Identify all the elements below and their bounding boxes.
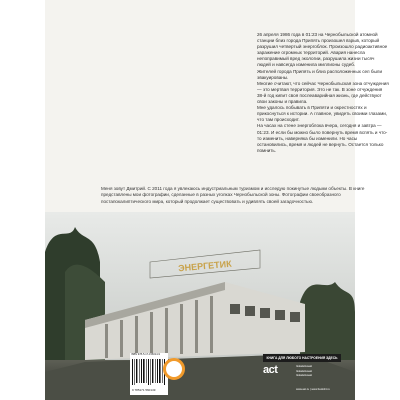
- paragraph-3: Многие считают, что сейчас Чернобыльская зона отчуждения — это мертвая территория. Это не так. В зоне отчуждения 38-й год кипит своя послеаварийная жизнь, где действуют свои законы и правила.: [257, 80, 389, 105]
- tagline: КНИГА ДЛЯ ЛЮБОГО НАСТРОЕНИЯ ЗДЕСЬ: [263, 354, 341, 362]
- social-link-3: /lokatsiivoast: [296, 373, 313, 378]
- paragraph-5: На часах на стене энергоблока вчера, сегодня и завтра — 01:23. И если бы можно было повернуть время вспять и что-то изменить, наверняка бы изменили. Но часы остановились, время и людей не вернуть. Остается только помнить.: [257, 123, 388, 153]
- sign-text: ЭНЕРГЕТИК: [177, 258, 232, 274]
- paragraph-4: Мне удалось побывать в Припяти и окрестностях и прикоснуться к истории. А главное, увидеть своими глазами, что там происходит.: [257, 105, 388, 123]
- annotation-text: [257, 32, 389, 154]
- publisher-urls: www.ast.ru | www.book24.ru: [296, 388, 330, 391]
- paragraph-1: 26 апреля 1986 года в 01:23 на Чернобыльской атомной станции близ города Припять произошел взрыв, который разрушил четвертый энергоблок. Произошло радиоактивное заражение огромных территорий. Авария нанесла непоправимый вред экологии, разрушила жизни тысяч людей и навсегда изменила миллионы судеб.: [257, 32, 388, 68]
- social-link-1: /lokatsiivoast: [296, 364, 313, 368]
- age-badge-icon: [163, 358, 185, 380]
- paragraph-2: Жителей города Припять и близ расположенных сел были эвакуированы.: [257, 68, 383, 80]
- social-link-2: /lokatsiivoast: [296, 368, 313, 373]
- isbn-block: [130, 353, 168, 395]
- author-text: Меня зовут Дмитрий. С 2011 года я увлекаюсь индустриальным туризмом и исследую покинутые людьми объекты. В книге представлены мои фотографии, сделанные в разных уголках Чернобыльской зоны. Фотографии своеобразного постапокалиптического мира, который продолжает существовать и удивлять своей загадочностью.: [101, 186, 365, 204]
- publisher-logo: act: [263, 364, 278, 376]
- barcode-icon: [130, 357, 168, 387]
- social-links: [296, 364, 350, 378]
- isbn-number: 9 785171 560149: [132, 388, 156, 392]
- isbn-label: ISBN 978-5-17-156014-9: [131, 353, 160, 356]
- book-back-cover: [45, 0, 389, 400]
